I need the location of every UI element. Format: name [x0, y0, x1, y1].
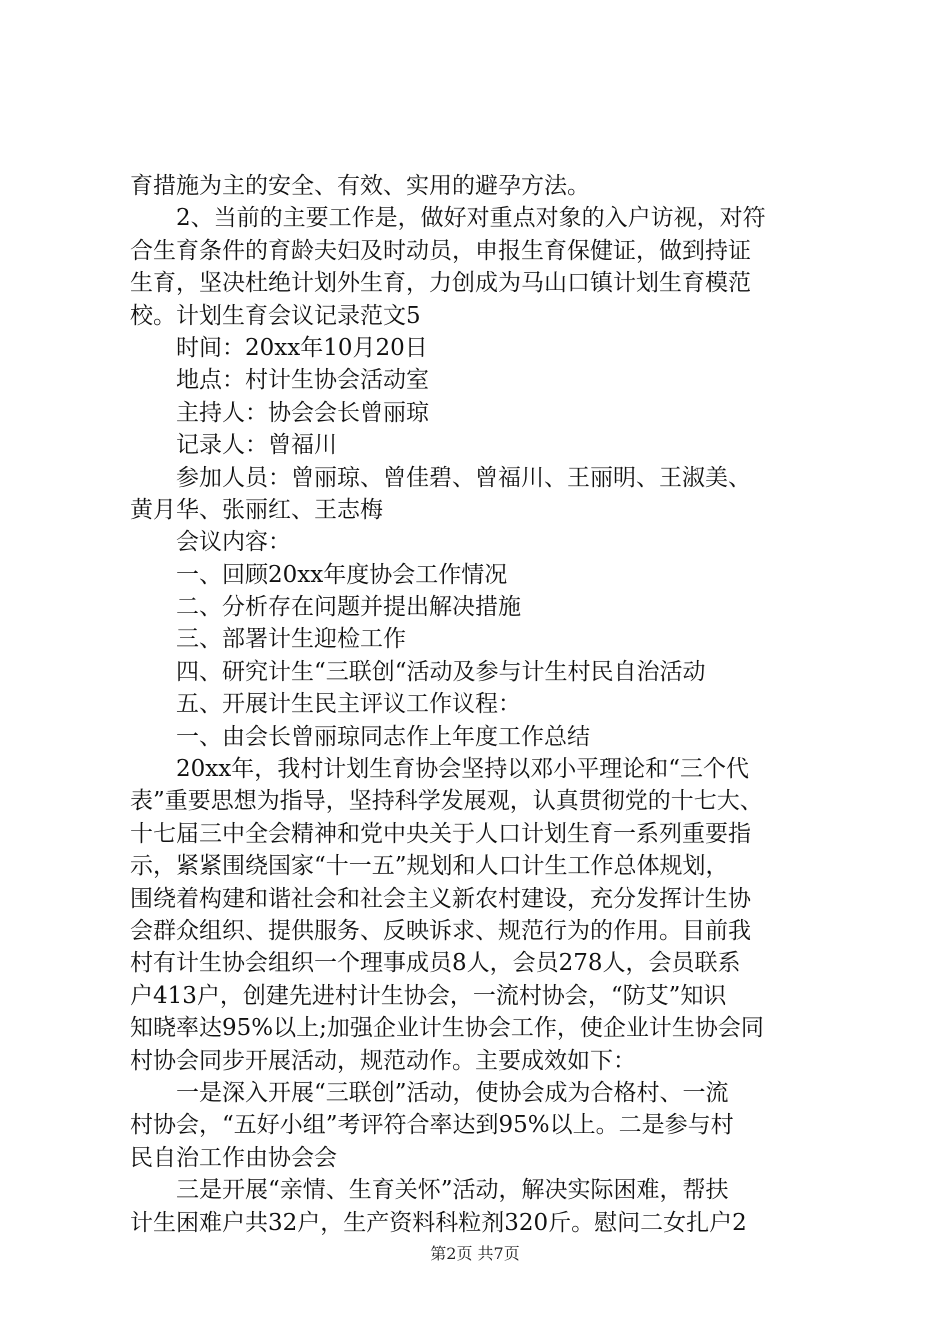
text-line: 合生育条件的育龄夫妇及时动员，申报生育保健证，做到持证 [130, 237, 751, 264]
text-line: 会议内容： [176, 529, 291, 556]
text-line: 黄月华、张丽红、王志梅 [130, 496, 383, 523]
text-line: 参加人员：曾丽琼、曾佳碧、曾福川、王丽明、王淑美、 [176, 464, 751, 491]
text-line: 村协会同步开展活动，规范动作。主要成效如下： [130, 1047, 636, 1074]
text-line: 会群众组织、提供服务、反映诉求、规范行为的作用。目前我 [130, 917, 751, 944]
text-line: 20xx年，我村计划生育协会坚持以邓小平理论和“三个代 [176, 756, 749, 783]
text-line: 户413户，创建先进村计生协会，一流村协会，“防艾”知识 [130, 982, 727, 1009]
text-line: 2、当前的主要工作是，做好对重点对象的入户访视，对符 [176, 205, 766, 232]
text-line: 记录人：曾福川 [176, 432, 337, 459]
text-line: 育措施为主的安全、有效、实用的避孕方法。 [130, 173, 590, 199]
text-line: 校。计划生育会议记录范文5 [130, 302, 421, 329]
text-line: 生育，坚决杜绝计划外生育，力创成为马山口镇计划生育模范 [130, 270, 751, 297]
text-line: 村有计生协会组织一个理事成员8人，会员278人，会员联系 [130, 950, 741, 977]
text-line: 十七届三中全会精神和党中央关于人口计划生育一系列重要指 [130, 820, 751, 847]
text-line: 表”重要思想为指导，坚持科学发展观，认真贯彻党的十七大、 [130, 788, 763, 815]
text-line: 时间：20xx年10月20日 [176, 334, 428, 361]
text-line: 三、部署计生迎检工作 [176, 626, 406, 653]
text-line: 四、研究计生“三联创“活动及参与计生村民自治活动 [176, 658, 706, 685]
text-line: 围绕着构建和谐社会和社会主义新农村建设，充分发挥计生协 [130, 885, 751, 912]
page-number-footer: 第2页 共7页 [430, 1244, 520, 1263]
text-line: 村协会，“五好小组”考评符合率达到95%以上。二是参与村 [130, 1112, 734, 1139]
text-line: 民自治工作由协会会 [130, 1144, 337, 1171]
text-line: 一、由会长曾丽琼同志作上年度工作总结 [176, 723, 590, 750]
text-line: 地点：村计生协会活动室 [176, 367, 429, 394]
text-line: 知晓率达95%以上;加强企业计生协会工作，使企业计生协会同 [130, 1015, 764, 1042]
text-line: 五、开展计生民主评议工作议程： [176, 691, 521, 718]
text-line: 一是深入开展“三联创”活动，使协会成为合格村、一流 [176, 1079, 729, 1106]
text-line: 三是开展“亲情、生育关怀”活动，解决实际困难，帮扶 [176, 1177, 729, 1204]
text-line: 主持人：协会会长曾丽琼 [176, 399, 429, 426]
text-line: 一、回顾20xx年度协会工作情况 [176, 561, 508, 588]
text-line: 计生困难户共32户，生产资料科粒剂320斤。慰问二女扎户2 [130, 1209, 747, 1236]
text-line: 二、分析存在问题并提出解决措施 [176, 594, 521, 621]
document-body [130, 170, 830, 1239]
text-line: 示，紧紧围绕国家“十一五”规划和人口计生工作总体规划， [130, 853, 729, 880]
